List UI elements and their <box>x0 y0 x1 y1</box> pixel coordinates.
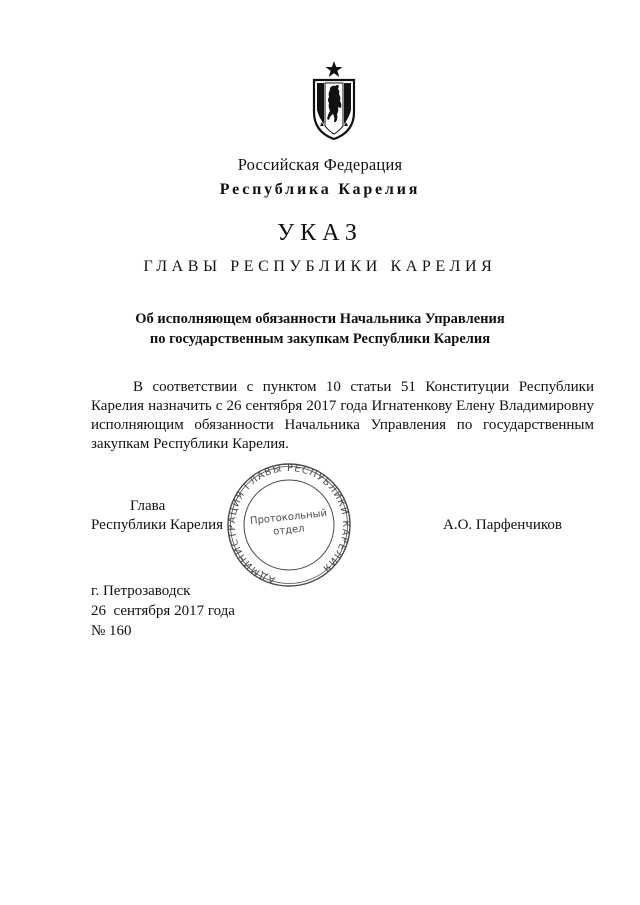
country-heading: Российская Федерация <box>237 155 403 174</box>
document-type-heading: УКАЗ <box>277 220 363 246</box>
signatory-title-line-2: Республики Карелия <box>91 517 224 533</box>
decree-body-paragraph: В соответствии с пунктом 10 статьи 51 Конституции Республики Карелия назначить с 26 сентября 2017 года Игнатенкову Елену Владимировну исполняющим обязанности Начальника Управления по государственным закупкам Республики Карелия. <box>91 379 594 452</box>
stamp-ring-text: АДМИНИСТРАЦИЯ ГЛАВЫ РЕСПУБЛИКИ КАРЕЛИЯ <box>226 462 352 586</box>
decree-number: № 160 <box>91 623 132 639</box>
decree-title-line-1: Об исполняющем обязанности Начальника Управления <box>135 311 505 327</box>
official-stamp <box>219 462 359 587</box>
decree-title-line-2: по государственным закупкам Республики Карелия <box>149 331 491 347</box>
stamp-center-line-2: отдел <box>272 523 306 538</box>
signatory-title-line-1: Глава <box>130 498 166 514</box>
issuer-heading: ГЛАВЫ РЕСПУБЛИКИ КАРЕЛИЯ <box>143 258 497 275</box>
decree-title <box>0 309 640 349</box>
signatory-name: А.О. Парфенчиков <box>443 517 562 533</box>
karelia-coat-of-arms-icon <box>308 60 360 140</box>
date-of-issue: 26 сентября 2017 года <box>91 603 235 619</box>
stamp-center-line-1: Протокольный <box>249 508 328 528</box>
republic-heading: Республика Карелия <box>219 181 421 198</box>
place-of-issue: г. Петрозаводск <box>91 583 191 599</box>
